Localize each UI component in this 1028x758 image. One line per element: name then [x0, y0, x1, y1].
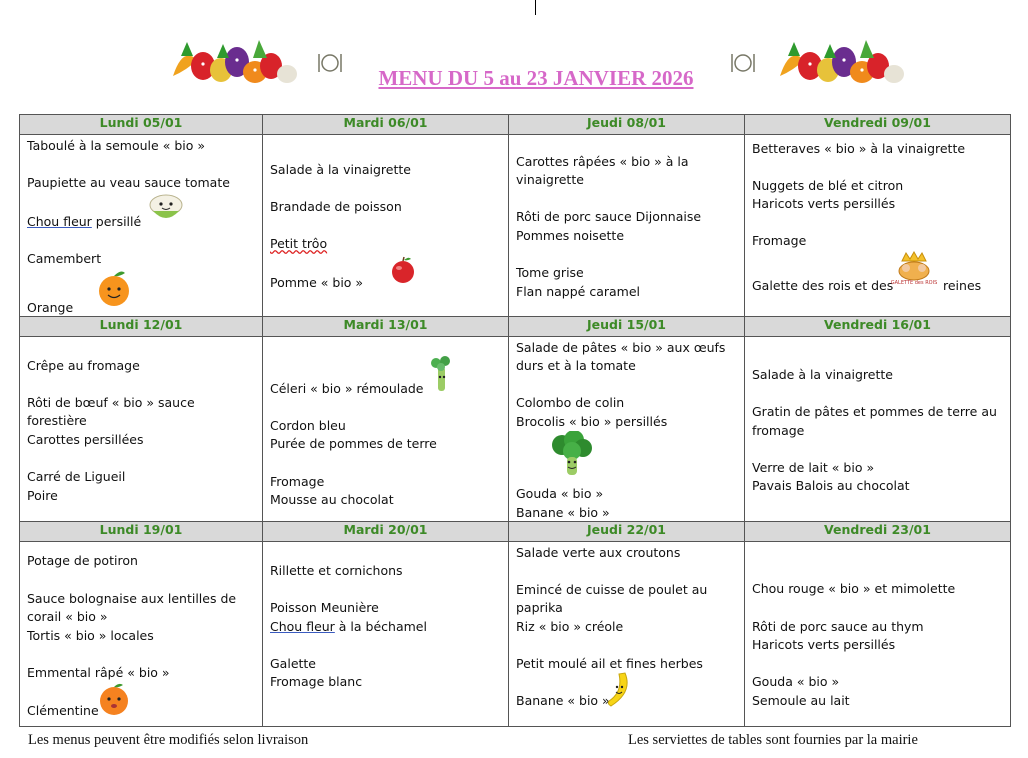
footer-note-left: Les menus peuvent être modifiés selon livraison	[28, 732, 309, 748]
broccoli-icon	[549, 431, 595, 485]
menu-item: Verre de lait « bio »	[752, 460, 875, 475]
menu-item: reines	[943, 278, 982, 293]
menu-row	[20, 337, 1011, 522]
menu-item: Orange	[27, 300, 74, 315]
menu-item: Salade à la vinaigrette	[270, 162, 411, 177]
footer-note-right: Les serviettes de tables sont fournies par la mairie	[628, 732, 918, 748]
clementine-icon	[97, 682, 131, 718]
day-header: Vendredi 09/01	[745, 115, 1011, 135]
menu-item: durs et à la tomate	[516, 358, 636, 373]
day-header: Vendredi 16/01	[745, 317, 1011, 337]
menu-item: Banane « bio »	[516, 693, 610, 708]
day-header-row	[20, 522, 1011, 542]
menu-item: Tortis « bio » locales	[27, 628, 154, 643]
menu-cell	[263, 337, 509, 522]
menu-item: Rillette et cornichons	[270, 563, 403, 578]
menu-item: Fromage	[752, 233, 807, 248]
menu-item: Potage de potiron	[27, 553, 138, 568]
menu-item: Petit trôo	[270, 236, 328, 251]
menu-item: Gouda « bio »	[752, 674, 840, 689]
menu-item: Semoule au lait	[752, 693, 850, 708]
menu-cell	[745, 542, 1011, 727]
vegetables-icon	[163, 36, 303, 90]
day-header: Jeudi 08/01	[509, 115, 745, 135]
vegetables-icon	[770, 36, 910, 90]
menu-item: forestière	[27, 413, 87, 428]
cauliflower-icon	[143, 191, 189, 227]
menu-item-rest: persillé	[91, 214, 142, 229]
menu-item	[27, 213, 141, 231]
day-header: Lundi 19/01	[20, 522, 263, 542]
menu-item: Carottes râpées « bio » à la	[516, 154, 689, 169]
menu-item: Poisson Meunière	[270, 600, 379, 615]
day-header-row	[20, 115, 1011, 135]
menu-item-underlined: Chou fleur	[27, 214, 92, 229]
menu-item: Clémentine	[27, 703, 99, 718]
menu-item: Poire	[27, 488, 58, 503]
menu-item: Brocolis « bio » persillés	[516, 414, 668, 429]
menu-cell	[509, 337, 745, 522]
day-header-row	[20, 317, 1011, 337]
menu-item: Haricots verts persillés	[752, 637, 896, 652]
day-header: Lundi 05/01	[20, 115, 263, 135]
galette-icon	[892, 251, 936, 291]
menu-item: Sauce bolognaise aux lentilles de	[27, 591, 237, 606]
menu-item: Banane « bio »	[516, 505, 610, 520]
menu-item: Pomme « bio »	[270, 275, 364, 290]
menu-item: Flan nappé caramel	[516, 284, 641, 299]
celery-icon	[430, 355, 452, 393]
orange-icon	[93, 267, 135, 311]
menu-cell	[20, 135, 263, 317]
day-header: Mardi 06/01	[263, 115, 509, 135]
menu-item: Cordon bleu	[270, 418, 346, 433]
menu-item-rest: à la béchamel	[334, 619, 427, 634]
menu-cell	[509, 135, 745, 317]
day-header: Vendredi 23/01	[745, 522, 1011, 542]
menu-cell	[745, 337, 1011, 522]
cutlery-icon	[729, 52, 757, 74]
menu-cell	[745, 135, 1011, 317]
menu-item: Brandade de poisson	[270, 199, 402, 214]
menu-item: Fromage	[270, 474, 325, 489]
menu-item: Céleri « bio » rémoulade	[270, 381, 424, 396]
menu-item: Riz « bio » créole	[516, 619, 624, 634]
menu-item: Colombo de colin	[516, 395, 625, 410]
menu-item: fromage	[752, 423, 805, 438]
menu-item: Salade verte aux croutons	[516, 545, 681, 560]
menu-item: Salade de pâtes « bio » aux œufs	[516, 340, 726, 355]
menu-item: Pavais Balois au chocolat	[752, 478, 910, 493]
menu-item: Galette	[270, 656, 317, 671]
day-header: Jeudi 15/01	[509, 317, 745, 337]
day-header: Lundi 12/01	[20, 317, 263, 337]
menu-item: Rôti de bœuf « bio » sauce	[27, 395, 195, 410]
menu-item: Carottes persillées	[27, 432, 144, 447]
menu-item: Camembert	[27, 251, 102, 266]
day-header: Jeudi 22/01	[509, 522, 745, 542]
menu-item: Mousse au chocolat	[270, 492, 394, 507]
menu-cell	[263, 542, 509, 727]
menu-item: Crêpe au fromage	[27, 358, 140, 373]
menu-item: Gratin de pâtes et pommes de terre au	[752, 404, 997, 419]
menu-item	[270, 618, 427, 636]
day-header: Mardi 20/01	[263, 522, 509, 542]
menu-item: Chou rouge « bio » et mimolette	[752, 581, 956, 596]
banana-icon	[603, 670, 633, 710]
menu-item: Tome grise	[516, 265, 584, 280]
menu-item: Emincé de cuisse de poulet au	[516, 582, 708, 597]
menu-item: Carré de Ligueil	[27, 469, 126, 484]
menu-cell	[509, 542, 745, 727]
menu-item: Emmental râpé « bio »	[27, 665, 170, 680]
menu-item: Paupiette au veau sauce tomate	[27, 175, 230, 190]
top-rule	[535, 0, 536, 15]
menu-item: vinaigrette	[516, 172, 584, 187]
page-title: MENU DU 5 au 23 JANVIER 2026	[378, 66, 694, 90]
menu-item: Petit moulé ail et fines herbes	[516, 656, 703, 671]
menu-item: Purée de pommes de terre	[270, 436, 437, 451]
menu-cell	[20, 337, 263, 522]
menu-item-underlined: Chou fleur	[270, 619, 335, 634]
menu-cell	[263, 135, 509, 317]
menu-item: Salade à la vinaigrette	[752, 367, 893, 382]
galette-caption: GALETTE des ROIS	[890, 280, 938, 286]
menu-item: Taboulé à la semoule « bio »	[27, 138, 205, 153]
menu-item: Betteraves « bio » à la vinaigrette	[752, 141, 966, 156]
menu-item: Galette des rois et des	[752, 278, 894, 293]
day-header: Mardi 13/01	[263, 317, 509, 337]
menu-item: Gouda « bio »	[516, 486, 604, 501]
menu-item: Haricots verts persillés	[752, 196, 896, 211]
menu-row	[20, 135, 1011, 317]
menu-item: Nuggets de blé et citron	[752, 178, 904, 193]
menu-cell	[20, 542, 263, 727]
menu-item: paprika	[516, 600, 563, 615]
menu-item: Rôti de porc sauce au thym	[752, 619, 924, 634]
menu-item: Pommes noisette	[516, 228, 625, 243]
menu-item: Rôti de porc sauce Dijonnaise	[516, 209, 702, 224]
apple-icon	[389, 255, 417, 285]
menu-row	[20, 542, 1011, 727]
menu-table	[19, 114, 1011, 727]
menu-item: Fromage blanc	[270, 674, 363, 689]
menu-item: corail « bio »	[27, 609, 108, 624]
